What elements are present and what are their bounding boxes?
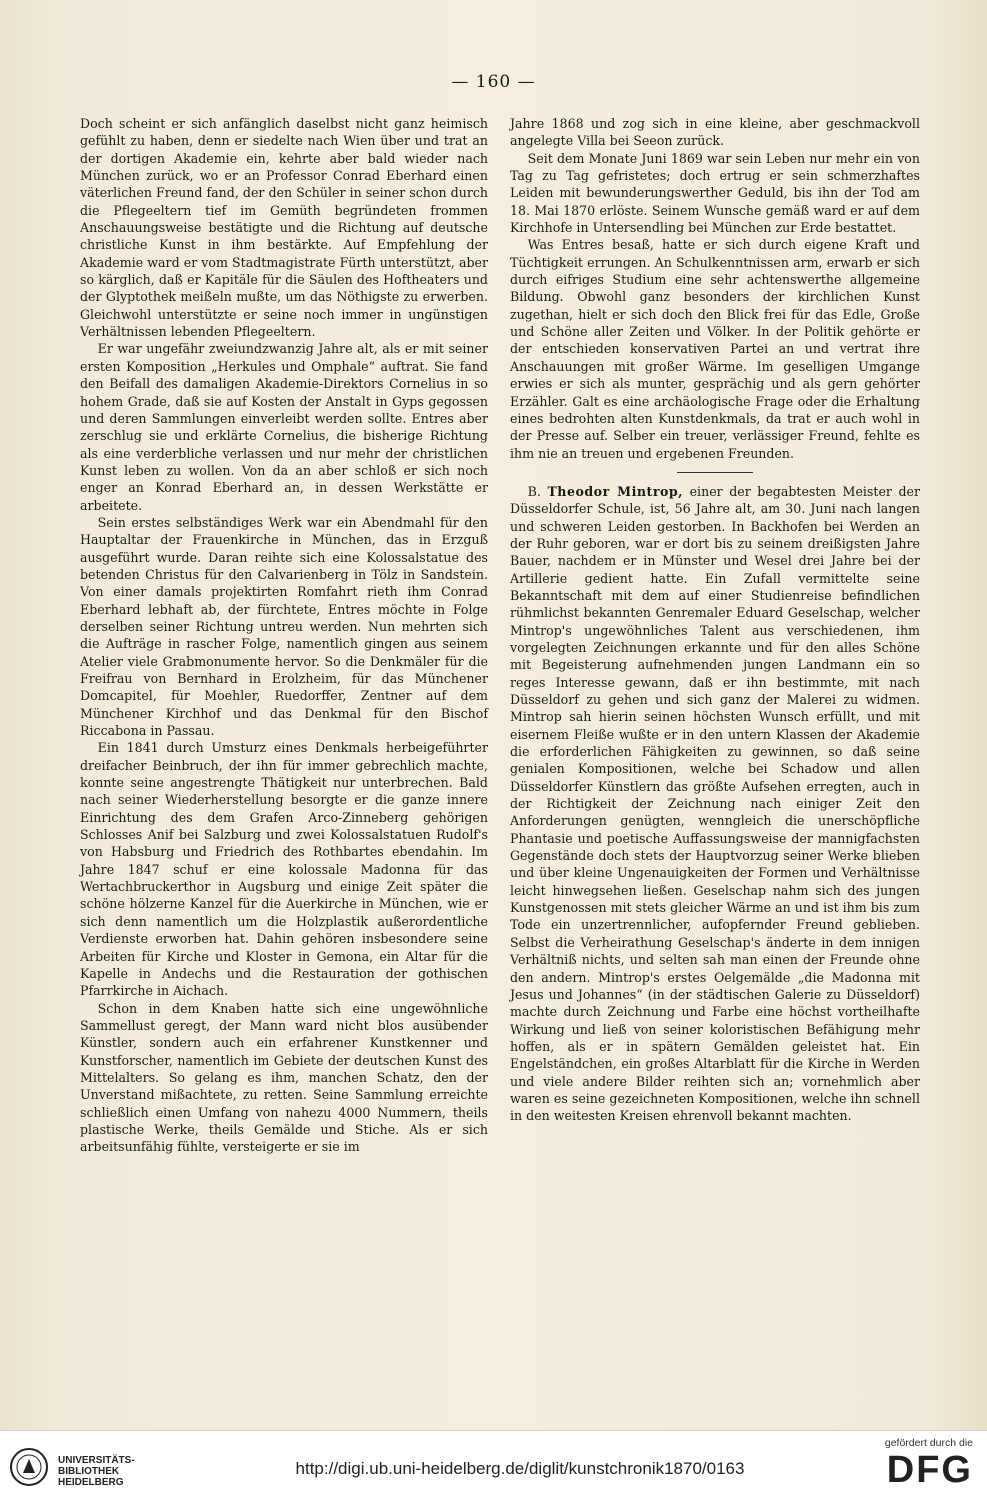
library-logo[interactable] (8, 1443, 158, 1495)
obituary-entry (510, 483, 920, 1125)
paragraph: Jahre 1868 und zog sich in eine kleine, aber geschmackvoll angelegte Villa bei Seeon zurück. (510, 116, 920, 149)
paragraph: Schon in dem Knaben hatte sich eine ungewöhnliche Sammellust geregt, der Mann ward nicht blos ausübender Künstler, sondern auch ein erfahrener Kunstkenner und Kunstforscher, namentlich im Gebiete der deutschen Kunst des Mittelalters. So gelang es ihm, manchen Schatz, den der Unverstand mißachtete, zu retten. Seine Sammlung erreichte schließlich einen Umfang von nahezu 4000 Nummern, theils plastische Werke, theils Gemälde und Stiche. Als er sich arbeitsunfähig fühlte, versteigerte er sie im (80, 1000, 488, 1155)
funded-by-text: gefördert durch die (884, 1437, 973, 1449)
permalink-url[interactable]: http://digi.ub.uni-heidelberg.de/diglit/kunstchronik1870/0163 (295, 1459, 745, 1478)
paragraph: Was Entres besaß, hatte er sich durch eigene Kraft und Tüchtigkeit errungen. An Schulkenntnissen arm, erwarb er sich durch eifriges Studium eine sehr achtenswerthe allgemeine Bildung. Obwohl ganz besonders der kirchlichen Kunst zugethan, hielt er sich doch den Blick frei für das Edle, Große und Schöne aller Zeiten und Völker. In der Politik gehörte er der entschieden konservativen Partei an und vertrat ihre Anschauungen mit großer Wärme. Im geselligen Umgange erwies er sich als munter, gesprächig und als gern gehörter Erzähler. Galt es eine archäologische Frage oder die Erhaltung eines bedrohten alten Kunstdenkmals, da trat er auch wohl in der Presse auf. Selber ein treuer, verlässiger Freund, fehlte es ihm nie an treuen und ergebenen Freunden. (510, 237, 920, 461)
library-seal-icon (8, 1443, 50, 1491)
entry-label: B. (527, 483, 541, 499)
paragraph: Ein 1841 durch Umsturz eines Denkmals herbeigeführter dreifacher Beinbruch, der ihn für immer gebrechlich machte, konnte seine angestrengte Thätigkeit nur unterbrechen. Bald nach seiner Wiederherstellung besorgte er die ganze innere Einrichtung des dem Grafen Arco-Zinneberg gehörigen Schlosses Anif bei Salzburg und zwei Kolossalstatuen Rudolf's von Habsburg und Friedrich des Rothbartes ebendahin. Im Jahre 1847 schuf er eine kolossale Madonna für das Wertachbruckerthor in Augsburg und einige Zeit später die schöne hölzerne Kanzel für die Auerkirche in München, wie er sich denn namentlich um die Holzplastik außerordentliche Verdienste erworben hat. Dahin gehören insbesondere seine Arbeiten für Kirche und Kloster in Gemona, ein Altar für die Kapelle in Andechs und die Restauration der gothischen Pfarrkirche in Aichach. (80, 740, 488, 999)
paragraph: Seit dem Monate Juni 1869 war sein Leben nur mehr ein von Tag zu Tag gefristetes; doch ertrug er sein schmerzhaftes Leiden mit bewunderungswerther Geduld, bis ihn der Tod am 18. Mai 1870 erlöste. Seinem Wunsche gemäß ward er auf dem Kirchhofe in Untersendling bei München zur Erde bestattet. (510, 150, 920, 236)
dfg-wordmark: DFG (886, 1449, 973, 1491)
section-divider (677, 472, 753, 473)
entry-text: einer der begabtesten Meister der Düsseldorfer Schule, ist, 56 Jahre alt, am 30. Juni nach langen und schweren Leiden gestorben. In Backhofen bei Werden an der Ruhr geboren, war er dort bis zu seinem dreißigsten Jahre Bauer, nachdem er in Münster und Wesel drei Jahre bei der Artillerie gedient hatte. Ein Zufall vermittelte seine Bekanntschaft mit dem auf einer Studienreise befindlichen rühmlichst bekannten Genremaler Eduard Geselschap, welcher Mintrop's ungewöhnliches Talent aus verschiedenen, ihm vorgelegten Zeichnungen erkannte und für den alles Schöne mit Begeisterung aufnehmenden jungen Landmann ein so reges Interesse gewann, daß er ihn bestimmte, mit nach Düsseldorf zu gehen und sich ganz der Malerei zu widmen. Mintrop sah hierin seinen höchsten Wunsch erfüllt, und mit eisernem Fleiße wußte er in den untern Klassen der Akademie die erforderlichen Fähigkeiten zu gewinnen, so daß seine genialen Kompositionen, welche bei Schadow und allen Düsseldorfer Künstlern das größte Aufsehen erregten, auch in der Richtigkeit der Zeichnung nach einiger Zeit den Anforderungen genügten, wenngleich die unerschöpfliche Phantasie und poetische Auffassungsweise der mannigfachsten Gegenstände doch stets der Hauptvorzug seiner Werke blieben und über kleine Ungenauigkeiten der Formen und Verhältnisse leicht hinwegsehen ließen. Geselschap nahm sich des jungen Kunstgenossen mit stets gleicher Wärme an und ist ihm bis zum Tode ein unzertrennlicher, aufopfernder Freund geblieben. Selbst die Verheirathung Geselschap's änderte in dem innigen Verhältniß nichts, und selten sah man einen der Freunde ohne den andern. Mintrop's erstes Oelgemälde „die Madonna mit Jesus und Johannes“ (in der städtischen Galerie zu Düsseldorf) machte durch Zeichnung und Farbe eine höchst vortheilhafte Wirkung und ließ von seiner koloristischen Befähigung mehr hoffen, als er in spätern Gemälden geleistet hat. Ein Engelständchen, ein großes Altarblatt für die Kirche in Werden und viele andere Bilder reihten sich an; vornehmlich aber waren es seine gezeichneten Kompositionen, welche ihn schnell in den weitesten Kreisen ehrenvoll bekannt machten. (510, 483, 920, 1124)
paragraph: Doch scheint er sich anfänglich daselbst nicht ganz heimisch gefühlt zu haben, denn er siedelte nach Wien über und trat an der dortigen Akademie ein, kehrte aber bald wieder nach München zurück, wo er an Professor Conrad Eberhard einen väterlichen Freund fand, der den Schüler in seiner schon durch die Pflegeeltern tief im Gemüth begründeten frommen Anschauungsweise bestätigte und die Richtung auf deutsche christliche Kunst in ihm bestärkte. Auf Empfehlung der Akademie ward er vom Stadtmagistrate Fürth unterstützt, aber so kärglich, daß er Kapitäle für die Säulen des Hoftheaters und der Glyptothek meißeln mußte, um das Nöthigste zu erwerben. Gleichwohl unterstützte er seine noch immer in ungünstigen Verhältnissen lebenden Pflegeeltern. (80, 116, 488, 340)
library-name: UNIVERSITÄTS- BIBLIOTHEK HEIDELBERG (58, 1455, 135, 1488)
left-column (80, 115, 488, 1156)
page-number: — 160 — (451, 72, 536, 92)
right-column (510, 115, 920, 1125)
dfg-logo[interactable] (863, 1437, 973, 1499)
paragraph: Er war ungefähr zweiundzwanzig Jahre alt, als er mit seiner ersten Komposition „Herkules und Omphale“ auftrat. Sie fand den Beifall des damaligen Akademie-Direktors Cornelius in so hohem Grade, daß sie auf Kosten der Anstalt in Gyps gegossen und deren Sammlungen einverleibt werden sollte. Entres aber zerschlug sie und erklärte Cornelius, die bisherige Richtung als eine verderbliche verlassen und nur mehr der christlichen Kunst leben zu wollen. Von da an aber schloß er sich noch enger an Konrad Eberhard an, in dessen Werkstätte er arbeitete. (80, 341, 488, 513)
entry-name: Theodor Mintrop, (547, 483, 684, 499)
footer-bar (0, 1430, 987, 1504)
paragraph: Sein erstes selbständiges Werk war ein Abendmahl für den Hauptaltar der Frauenkirche in München, das in Erzguß ausgeführt wurde. Daran reihte sich eine Kolossalstatue des betenden Christus für den Calvarienberg in Tölz in Sandstein. Von einer damals projektirten Romfahrt rieth ihm Conrad Eberhard lebhaft ab, der fürchtete, Entres möchte in Folge derselben seiner Richtung untreu werden. Nun mehrten sich die Aufträge in rascher Folge, namentlich gingen aus seinem Atelier viele Grabmonumente hervor. So die Denkmäler für die Freifrau von Bernhard in Erolzheim, für das Münchener Domcapitel, für Moehler, Ruedorffer, Zentner auf dem Münchener Kirchhof und das Denkmal für den Bischof Riccabona in Passau. (80, 514, 488, 739)
